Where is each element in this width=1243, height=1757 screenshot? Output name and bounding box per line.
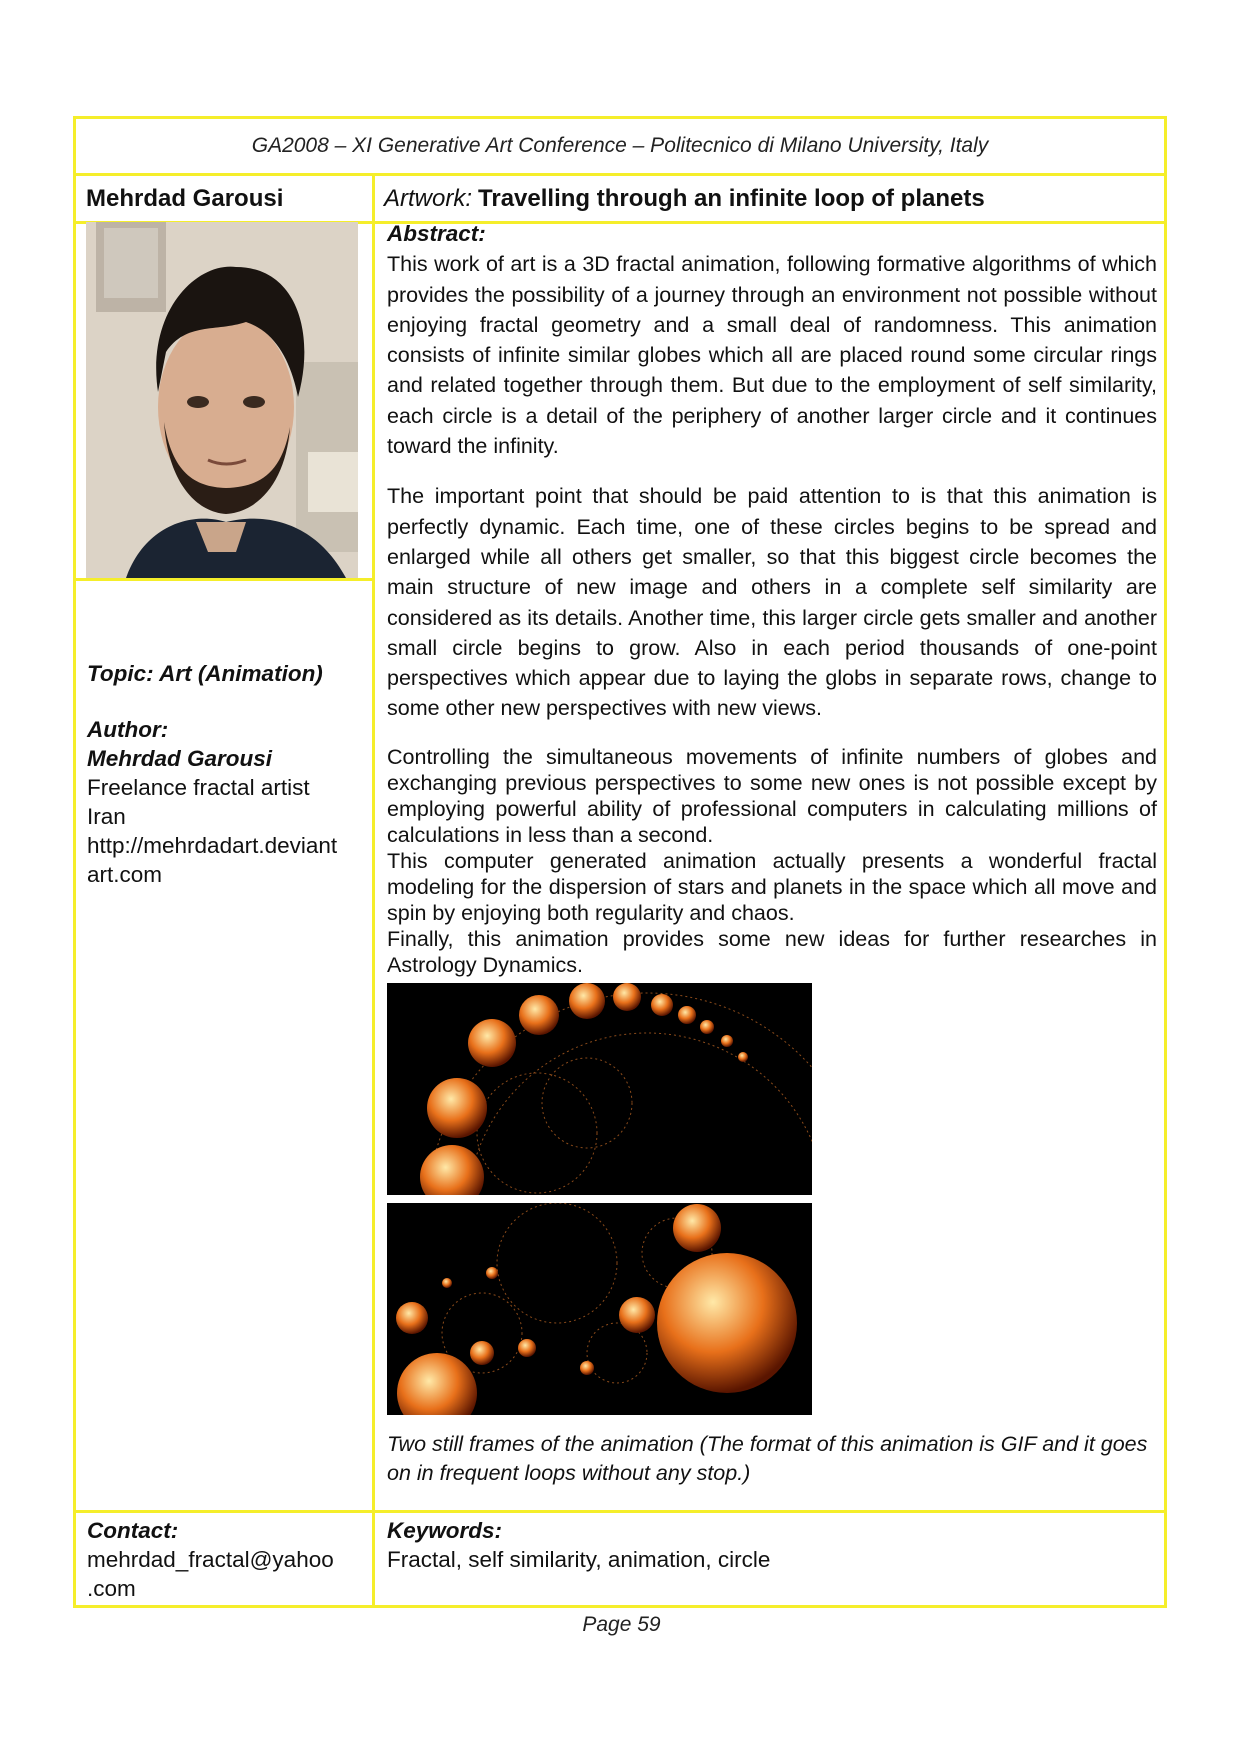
fractal-globe bbox=[580, 1361, 594, 1375]
contact-email-line-2[interactable]: .com bbox=[87, 1576, 136, 1601]
fractal-globe bbox=[442, 1278, 452, 1288]
fractal-globe bbox=[427, 1078, 487, 1138]
author-role: Freelance fractal artist bbox=[87, 775, 310, 800]
fractal-globe bbox=[678, 1006, 696, 1024]
keywords-text: Fractal, self similarity, animation, circle bbox=[387, 1547, 771, 1572]
conference-header: GA2008 – XI Generative Art Conference – Politecnico di Milano University, Italy bbox=[76, 119, 1164, 176]
fractal-globe bbox=[396, 1302, 428, 1334]
artwork-label: Artwork: bbox=[384, 185, 473, 212]
fractal-frame-2 bbox=[387, 1203, 812, 1415]
fractal-ring bbox=[542, 1058, 632, 1148]
author-label: Author: bbox=[87, 717, 169, 742]
fractal-frame-1 bbox=[387, 983, 812, 1195]
figure-caption: Two still frames of the animation (The format of this animation is GIF and it goes on in frequent loops without any stop.) bbox=[387, 1432, 1148, 1485]
fractal-ring bbox=[477, 1073, 597, 1193]
fractal-globe bbox=[651, 994, 673, 1016]
author-photo bbox=[86, 222, 358, 578]
fractal-globe bbox=[519, 995, 559, 1035]
paper-table bbox=[73, 116, 1167, 1608]
page-number: Page 59 bbox=[582, 1613, 661, 1636]
fractal-globe bbox=[420, 1145, 484, 1195]
keywords-label: Keywords: bbox=[387, 1518, 503, 1543]
fractal-globe bbox=[397, 1353, 477, 1415]
artwork-heading bbox=[384, 177, 1164, 221]
author-country: Iran bbox=[87, 804, 126, 829]
contact-label: Contact: bbox=[87, 1518, 179, 1543]
fractal-globe bbox=[613, 983, 641, 1011]
fractal-globe bbox=[700, 1020, 714, 1034]
contact-email-line-1[interactable]: mehrdad_fractal@yahoo bbox=[87, 1547, 334, 1572]
author-name: Mehrdad Garousi bbox=[87, 746, 273, 771]
row-divider-contact bbox=[76, 1510, 1164, 1513]
abstract-paragraph-3: Controlling the simultaneous movements of infinite numbers of globes and exchanging previous perspectives to some new ones is not possible except by employing powerful ability of professional computers in calculating millions of calculations in less than a second. bbox=[387, 744, 1157, 847]
author-info bbox=[87, 659, 371, 889]
fractal-globe bbox=[569, 983, 605, 1019]
author-name-heading: Mehrdad Garousi bbox=[86, 185, 284, 212]
column-divider bbox=[372, 176, 375, 1605]
topic: Topic: Art (Animation) bbox=[87, 661, 323, 686]
fractal-globe bbox=[468, 1019, 516, 1067]
fractal-globe bbox=[721, 1035, 733, 1047]
fractal-globe bbox=[657, 1253, 797, 1393]
abstract-paragraph-1: This work of art is a 3D fractal animation, following formative algorithms of which provides the possibility of a journey through an environment not possible without enjoying fractal geometry and a small deal of randomness. This animation consists of infinite similar globes which all are placed round some circular rings and related together through them. But due to the employment of self similarity, each circle is a detail of the periphery of another larger circle and it continues toward the infinity. bbox=[387, 252, 1157, 459]
abstract-label: Abstract: bbox=[387, 221, 486, 246]
fractal-ring bbox=[467, 1033, 812, 1195]
author-url-line-1[interactable]: http://mehrdadart.deviant bbox=[87, 833, 338, 858]
fractal-ring bbox=[497, 1203, 617, 1323]
abstract-section bbox=[387, 219, 1157, 978]
abstract-paragraph-2: The important point that should be paid attention to is that this animation is perfectly dynamic. Each time, one of these circles begins to be spread and enlarged while all others get smaller, so that this biggest circle becomes the main structure of new image and others in a complete self similarity are considered as its details. Another time, this larger circle gets smaller and another small circle begins to grow. Also in each period thousands of one-point perspectives which appear due to laying the globs in separate rows, change to some other new perspectives with new views. bbox=[387, 484, 1157, 721]
artwork-title: Travelling through an infinite loop of planets bbox=[478, 185, 985, 212]
abstract-paragraph-4: This computer generated animation actually presents a wonderful fractal modeling for the dispersion of stars and planets in the space which all move and spin by enjoying both regularity and chaos. bbox=[387, 848, 1157, 925]
row-divider-photo bbox=[76, 578, 372, 581]
keywords-section bbox=[387, 1516, 1157, 1574]
author-url-line-2[interactable]: art.com bbox=[87, 862, 163, 887]
fractal-globe bbox=[673, 1204, 721, 1252]
fractal-globe bbox=[470, 1341, 494, 1365]
fractal-globe bbox=[486, 1267, 498, 1279]
fractal-globe bbox=[738, 1052, 748, 1062]
fractal-globe bbox=[518, 1339, 536, 1357]
abstract-paragraph-5: Finally, this animation provides some new ideas for further researches in Astrology Dynamics. bbox=[387, 926, 1157, 977]
fractal-globe bbox=[619, 1297, 655, 1333]
contact-section bbox=[87, 1516, 371, 1603]
